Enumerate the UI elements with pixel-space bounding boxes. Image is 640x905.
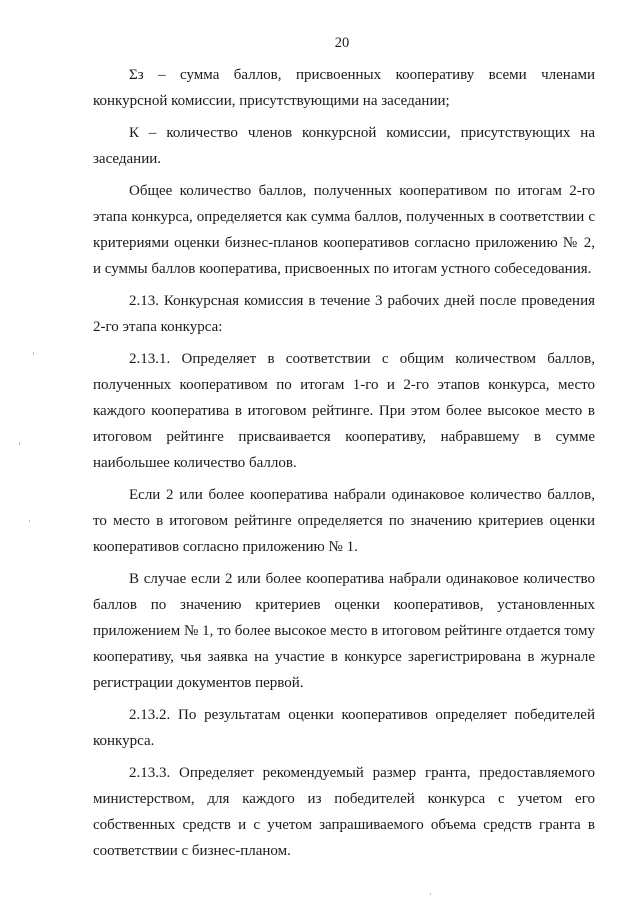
page-number: 20 bbox=[334, 35, 350, 51]
paragraph-sigma-definition: Σз – сумма баллов, присвоенных кооперативу всеми членами конкурсной комиссии, присутствующими на заседании; bbox=[93, 67, 595, 109]
paragraph-tie-rule-1: Если 2 или более кооператива набрали одинаковое количество баллов, то место в итоговом рейтинге определяется по значению критериев оценки кооперативов согласно приложению № 1. bbox=[93, 487, 595, 555]
paragraph-clause-2-13-1: 2.13.1. Определяет в соответствии с общим количеством баллов, полученных кооперативом по итогам 1-го и 2-го этапов конкурса, место каждого кооператива в итоговом рейтинге. При этом более высокое место в итоговом рейтинге присваивается кооперативу, набравшему в сумме наибольшее количество баллов. bbox=[93, 351, 595, 471]
scan-artifact-mark bbox=[430, 893, 431, 895]
paragraph-clause-2-13: 2.13. Конкурсная комиссия в течение 3 рабочих дней после проведения 2-го этапа конкурса: bbox=[93, 293, 595, 335]
scan-artifact-mark bbox=[19, 442, 20, 445]
scan-artifact-mark bbox=[29, 520, 30, 522]
paragraph-clause-2-13-2: 2.13.2. По результатам оценки кооперативов определяет победителей конкурса. bbox=[93, 707, 595, 749]
page-body bbox=[93, 62, 595, 870]
paragraph-k-definition: К – количество членов конкурсной комиссии, присутствующих на заседании. bbox=[93, 125, 595, 167]
scan-artifact-mark bbox=[33, 352, 34, 355]
paragraph-clause-2-13-3: 2.13.3. Определяет рекомендуемый размер гранта, предоставляемого министерством, для каждого из победителей конкурса с учетом его собственных средств и с учетом запрашиваемого объема средств гранта в соответствии с бизнес-планом. bbox=[93, 765, 595, 859]
paragraph-tie-rule-2: В случае если 2 или более кооператива набрали одинаковое количество баллов по значению критериев оценки кооперативов, установленных приложением № 1, то более высокое место в итоговом рейтинге отдается тому кооперативу, чья заявка на участие в конкурсе зарегистрирована в журнале регистрации документов первой. bbox=[93, 571, 595, 691]
paragraph-total-score: Общее количество баллов, полученных кооперативом по итогам 2-го этапа конкурса, определяется как сумма баллов, полученных в соответствии с критериями оценки бизнес-планов кооперативов согласно приложению № 2, и суммы баллов кооператива, присвоенных по итогам устного собеседования. bbox=[93, 183, 595, 277]
